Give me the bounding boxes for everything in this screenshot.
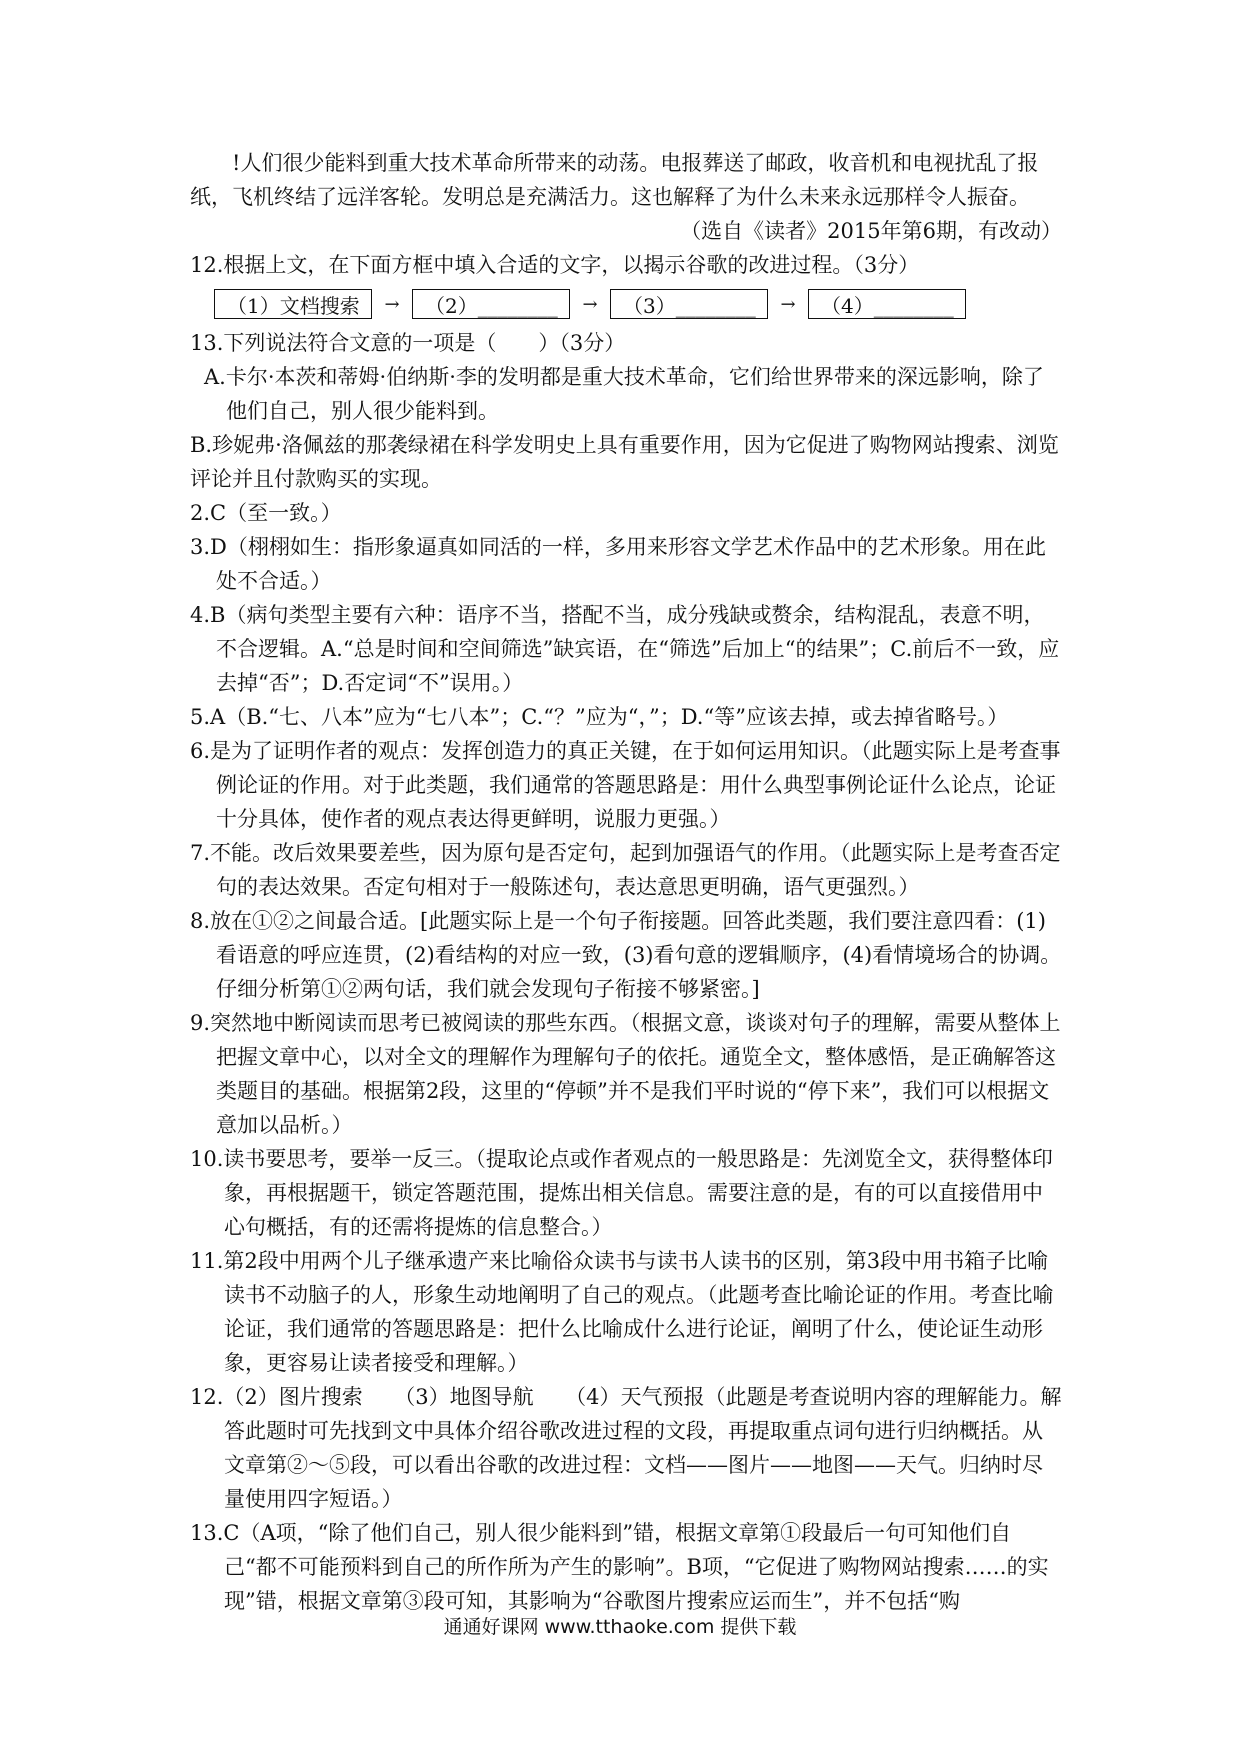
answer-2: 2.C（至一致。） bbox=[190, 501, 342, 525]
flow-arrow: → bbox=[780, 293, 796, 315]
flow-box-3: （3）________ bbox=[610, 289, 768, 319]
question-12-stem: 12.根据上文，在下面方框中填入合适的文字，以揭示谷歌的改进过程。（3分） bbox=[190, 253, 920, 277]
q12-flow-diagram bbox=[214, 284, 1062, 324]
passage-paragraph: !人们很少能料到重大技术革命所带来的动荡。电报葬送了邮政，收音机和电视扰乱了报纸，飞机终结了远洋客轮。发明总是充满活力。这也解释了为什么未来永远那样令人振奋。 bbox=[190, 151, 1039, 209]
flow-box-4: （4）________ bbox=[808, 289, 966, 319]
answer-13: 13.C（A项，“除了他们自己，别人很少能料到”错，根据文章第①段最后一句可知他们自己“都不可能预料到自己的所作所为产生的影响”。B项，“它促进了购物网站搜索……的实现”错，根据文章第③段可知，其影响为“谷歌图片搜索应运而生”，并不包括“购 bbox=[190, 1521, 1049, 1613]
answer-11: 11.第2段中用两个儿子继承遗产来比喻俗众读书与读书人读书的区别，第3段中用书箱子比喻读书不动脑子的人，形象生动地阐明了自己的观点。（此题考查比喻论证的作用。考查比喻论证，我们通常的答题思路是：把什么比喻成什么进行论证，阐明了什么，使论证生动形象，更容易让读者接受和理解。） bbox=[190, 1249, 1054, 1375]
answer-10: 10.读书要思考，要举一反三。（提取论点或作者观点的一般思路是：先浏览全文，获得整体印象，再根据题干，锁定答题范围，提炼出相关信息。需要注意的是，有的可以直接借用中心句概括，有的还需将提炼的信息整合。） bbox=[190, 1147, 1053, 1239]
question-13-stem: 13.下列说法符合文意的一项是（ ）（3分） bbox=[190, 331, 626, 355]
flow-arrow: → bbox=[384, 293, 400, 315]
answer-8: 8.放在①②之间最合适。[此题实际上是一个句子衔接题。回答此类题，我们要注意四看：(1)看语意的呼应连贯，(2)看结构的对应一致，(3)看句意的逻辑顺序，(4)看情境场合的协调。仔细分析第①②两句话，我们就会发现句子衔接不够紧密。] bbox=[190, 909, 1062, 1001]
answer-7: 7.不能。改后效果要差些，因为原句是否定句，起到加强语气的作用。（此题实际上是考查否定句的表达效果。否定句相对于一般陈述句，表达意思更明确，语气更强烈。） bbox=[190, 841, 1061, 899]
page-footer: 通通好课网 www.tthaoke.com 提供下载 bbox=[443, 1616, 797, 1638]
passage-source: （选自《读者》2015年第6期，有改动） bbox=[680, 219, 1062, 243]
flow-box-2: （2）________ bbox=[412, 289, 570, 319]
document-body bbox=[190, 146, 1062, 1618]
answer-5: 5.A（B.“七、八本”应为“七八本”；C.“？”应为“，”；D.“等”应该去掉，或去掉省略号。） bbox=[190, 705, 1009, 729]
question-13-option-a: A.卡尔·本茨和蒂姆·伯纳斯·李的发明都是重大技术革命，它们给世界带来的深远影响，除了他们自己，别人很少能料到。 bbox=[204, 365, 1044, 423]
answer-9: 9.突然地中断阅读而思考已被阅读的那些东西。（根据文意，谈谈对句子的理解，需要从整体上把握文章中心，以对全文的理解作为理解句子的依托。通览全文，整体感悟，是正确解答这类题目的基础。根据第2段，这里的“停顿”并不是我们平时说的“停下来”，我们可以根据文意加以品析。） bbox=[190, 1011, 1061, 1137]
answer-6: 6.是为了证明作者的观点：发挥创造力的真正关键，在于如何运用知识。（此题实际上是考查事例论证的作用。对于此类题，我们通常的答题思路是：用什么典型事例论证什么论点，论证十分具体，使作者的观点表达得更鲜明，说服力更强。） bbox=[190, 739, 1061, 831]
flow-box-1: （1）文档搜索 bbox=[214, 289, 372, 319]
flow-arrow: → bbox=[582, 293, 598, 315]
question-13-option-b: B.珍妮弗·洛佩兹的那袭绿裙在科学发明史上具有重要作用，因为它促进了购物网站搜索、浏览评论并且付款购买的实现。 bbox=[190, 433, 1059, 491]
answer-12: 12.（2）图片搜索 （3）地图导航 （4）天气预报（此题是考查说明内容的理解能力。解答此题时可先找到文中具体介绍谷歌改进过程的文段，再提取重点词句进行归纳概括。从文章第②～⑤段，可以看出谷歌的改进过程：文档——图片——地图——天气。归纳时尽量使用四字短语。） bbox=[190, 1385, 1062, 1511]
answer-4: 4.B（病句类型主要有六种：语序不当，搭配不当，成分残缺或赘余，结构混乱，表意不明，不合逻辑。A.“总是时间和空间筛选”缺宾语，在“筛选”后加上“的结果”；C.前后不一致，应去掉“否”；D.否定词“不”误用。） bbox=[190, 603, 1060, 695]
answer-3: 3.D（栩栩如生：指形象逼真如同活的一样，多用来形容文学艺术作品中的艺术形象。用在此处不合适。） bbox=[190, 535, 1046, 593]
